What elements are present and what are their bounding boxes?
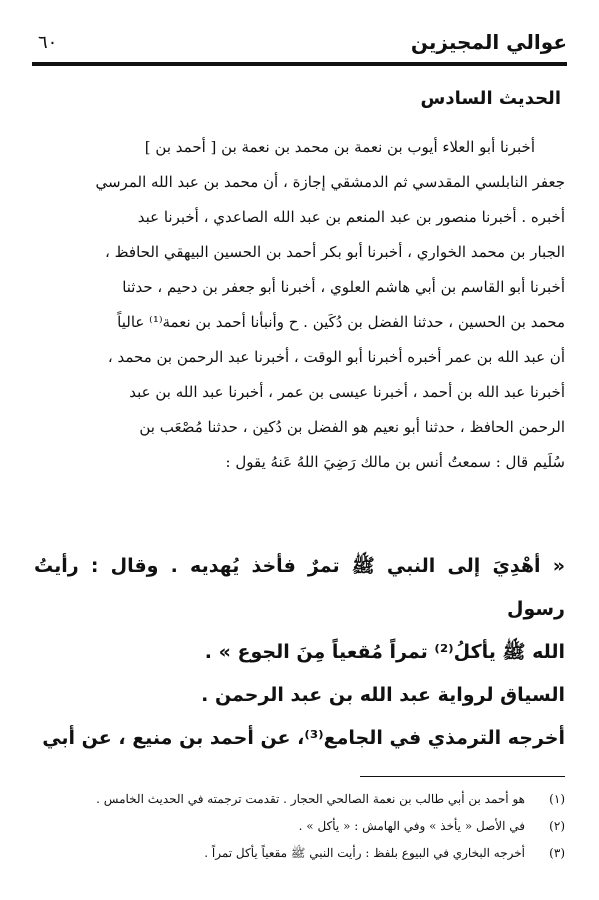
section-title: الحديث السادس: [420, 88, 561, 109]
footnote-text: هو أحمد بن أبي طالب بن نعمة الصالحي الحجار . تقدمت ترجمته في الحديث الخامس .: [96, 792, 525, 806]
text-line: أخبرنا أبو العلاء أيوب بن نعمة بن محمد بن نعمة بن [ أحمد بن ]: [144, 138, 535, 156]
text-line: محمد بن الحسين ، حدثنا الفضل بن دُكَين . ح وأنبأنا أحمد بن نعمة⁽¹⁾ عالياً: [117, 313, 565, 331]
footnote-text: في الأصل « يأخذ » وفي الهامش : « يأكل » .: [298, 819, 525, 833]
running-title: عوالي المجيزين: [410, 30, 567, 54]
matn-text: [34, 545, 565, 760]
footnote-number: (٣): [549, 846, 565, 860]
footnote: [34, 813, 565, 840]
text-line: أن عبد الله بن عمر أخبره أخبرنا أبو الوقت ، أخبرنا عبد الرحمن بن محمد ،: [107, 348, 565, 366]
text-line: أخبرنا عبد الله بن أحمد ، أخبرنا عيسى بن عمر ، أخبرنا عبد الله بن عبد: [129, 383, 565, 401]
text-line: سُلَيم قال : سمعتُ أنس بن مالك رَضِيَ اللهُ عَنهُ يقول :: [225, 453, 565, 471]
text-line: الرحمن الحافظ ، حدثنا أبو نعيم هو الفضل بن دُكين ، حدثنا مُصْعَب بن: [139, 418, 565, 436]
matn-line: أخرجه الترمذي في الجامع⁽³⁾، عن أحمد بن منيع ، عن أبي: [42, 727, 565, 749]
text-line: الجبار بن محمد الخواري ، أخبرنا أبو بكر أحمد بن الحسين البيهقي الحافظ ،: [105, 243, 565, 261]
footnote: [34, 840, 565, 867]
footnotes: [34, 786, 565, 867]
text-line: جعفر النابلسي المقدسي ثم الدمشقي إجازة ، أن محمد بن عبد الله المرسي: [95, 173, 565, 191]
text-line: أخبرنا أبو القاسم بن أبي هاشم العلوي ، أخبرنا أبو جعفر بن دحيم ، حدثنا: [122, 278, 565, 296]
text-line: أخبره . أخبرنا منصور بن عبد المنعم بن عبد الله الصاعدي ، أخبرنا عبد: [137, 208, 565, 226]
footnote-separator: [360, 776, 565, 777]
page-number: ٦٠: [38, 32, 58, 53]
matn-line: الله ﷺ يأكلُ⁽²⁾ تمراً مُقعياً مِنَ الجوع » .: [204, 641, 565, 663]
footnote-text: أخرجه البخاري في البيوع بلفظ : رأيت النبي ﷺ مقعياً يأكل تمراً .: [204, 846, 525, 860]
matn-line: « أهْدِيَ إلى النبي ﷺ تمرٌ فأخذ يُهديه . وقال : رأيتُ رسول: [34, 555, 565, 620]
footnote-number: (١): [549, 792, 565, 806]
footnote: [34, 786, 565, 813]
page-header: [32, 26, 567, 66]
matn-line: السياق لرواية عبد الله بن عبد الرحمن .: [201, 684, 565, 706]
isnad-text: [34, 130, 565, 480]
footnote-number: (٢): [549, 819, 565, 833]
